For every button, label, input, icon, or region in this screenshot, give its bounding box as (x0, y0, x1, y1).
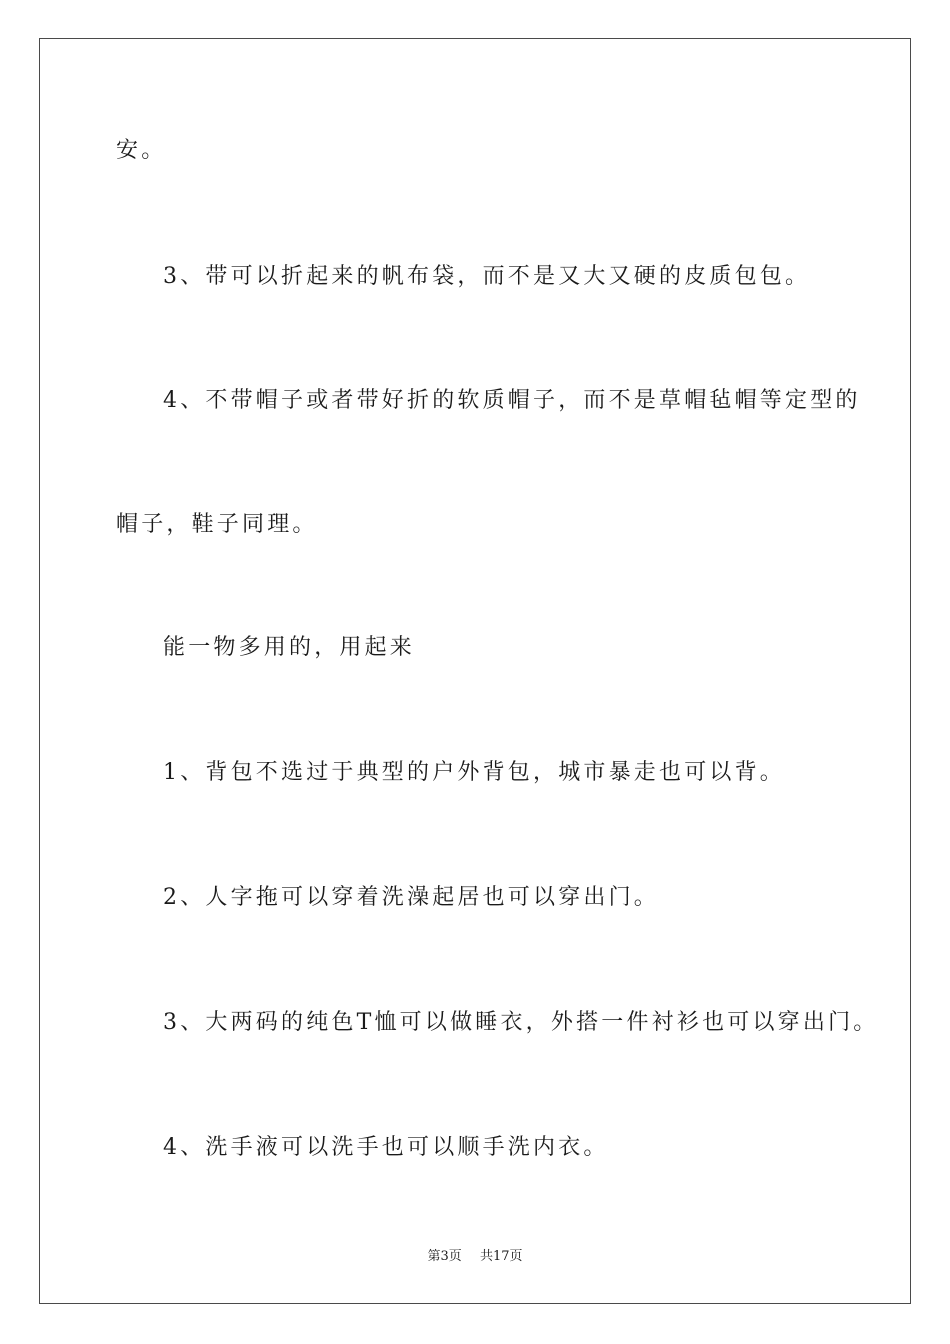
text-line-item-hand-soap: 4、洗手液可以洗手也可以顺手洗内衣。 (163, 1135, 609, 1160)
text-line-item-hat: 4、不带帽子或者带好折的软质帽子，而不是草帽毡帽等定型的 (163, 388, 861, 413)
text-line-item-flip-flops: 2、人字拖可以穿着洗澡起居也可以穿出门。 (163, 885, 659, 910)
text-line-item-hat-continuation: 帽子，鞋子同理。 (116, 512, 318, 537)
text-line-item-tshirt: 3、大两码的纯色T恤可以做睡衣，外搭一件衬衫也可以穿出门。 (163, 1010, 879, 1035)
text-line-item-canvas-bag: 3、带可以折起来的帆布袋，而不是又大又硬的皮质包包。 (163, 264, 811, 289)
page-footer (0, 1248, 950, 1266)
text-line-item-backpack: 1、背包不选过于典型的户外背包，城市暴走也可以背。 (163, 760, 785, 785)
page-total: 共17页 (479, 1249, 523, 1264)
text-line-continuation: 安。 (116, 138, 167, 163)
page-border (39, 38, 911, 1304)
section-heading-multi-use: 能一物多用的，用起来 (163, 635, 416, 660)
page-number: 第3页 (427, 1249, 462, 1264)
